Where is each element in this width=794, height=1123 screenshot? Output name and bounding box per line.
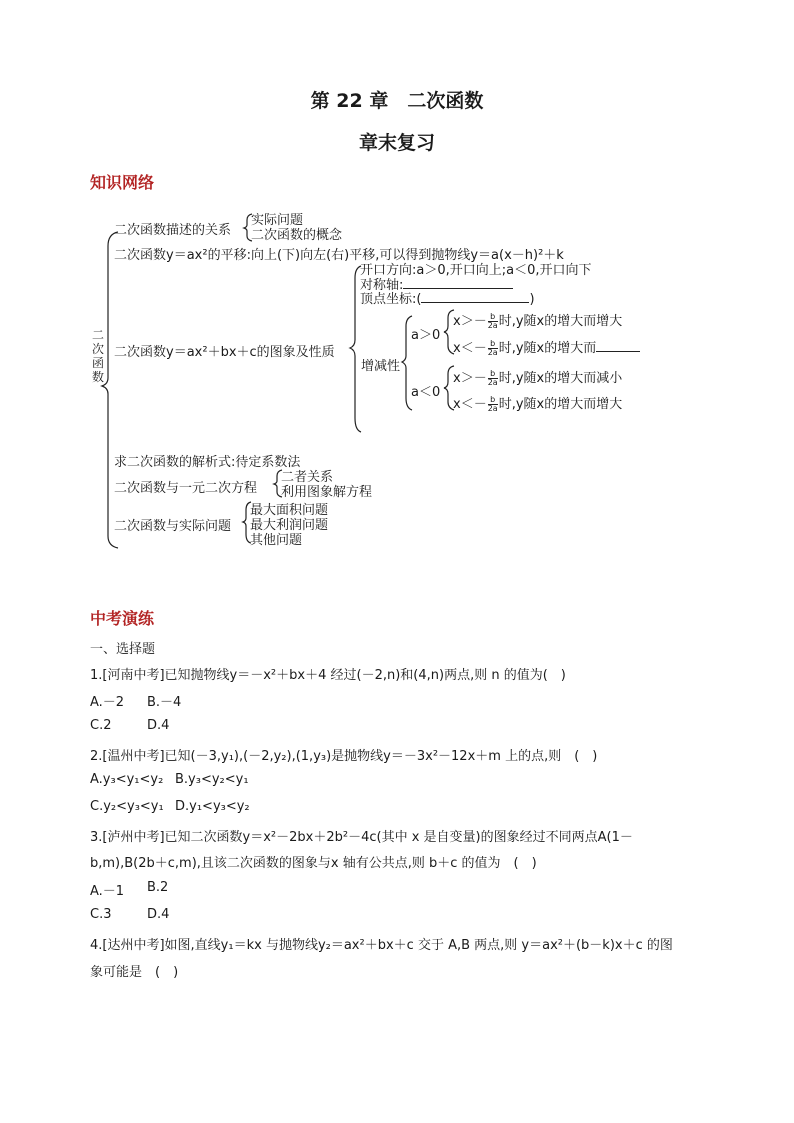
mindmap-node-concept: 二次函数的概念 <box>251 228 343 243</box>
section-exam-practice: 中考演练 <box>90 609 155 628</box>
mindmap-root: 二次函数 <box>92 328 105 384</box>
question-3-line-2: b,m),B(2b＋c,m),且该二次函数的图象与x 轴有公共点,则 b＋c 的值为 ( ) <box>90 856 537 871</box>
q1-option-c: C.2 <box>90 718 112 733</box>
mindmap-node-relation: 二次函数描述的关系 <box>114 223 232 238</box>
mindmap-node-practical: 二次函数与实际问题 <box>114 519 232 534</box>
fraction-b-over-2a: $\frac{b}{2a}$ <box>487 395 498 413</box>
fraction-b-over-2a: $\frac{b}{2a}$ <box>487 339 498 357</box>
rule-suffix: 时,y随x的增大而减小 <box>498 371 623 386</box>
mindmap-node-analytic: 求二次函数的解析式:待定系数法 <box>114 455 301 470</box>
mindmap-node-a-negative: a＜0 <box>411 385 441 400</box>
mindmap-node-a-positive: a＞0 <box>411 328 441 343</box>
rule-prefix: x＜－ <box>453 397 487 412</box>
mindmap-node-relationship: 二者关系 <box>281 470 334 485</box>
mindmap-node-max-profit: 最大利润问题 <box>250 518 329 533</box>
fraction-b-over-2a: $\frac{b}{2a}$ <box>487 312 498 330</box>
answer-blank <box>596 341 640 352</box>
mindmap-node-translation: 二次函数y＝ax²的平移:向上(下)向左(右)平移,可以得到抛物线y＝a(x－h)²＋k <box>114 248 564 263</box>
chapter-title: 第 22 章 二次函数 <box>310 90 484 112</box>
axis-label: 对称轴: <box>360 278 404 293</box>
rule-apos-left <box>453 337 640 357</box>
rule-prefix: x＞－ <box>453 371 487 386</box>
page-subtitle: 章末复习 <box>358 132 435 154</box>
q3-option-b: B.2 <box>147 880 169 895</box>
q1-option-d: D.4 <box>147 718 170 733</box>
q2-option-c: C.y₂<y₃<y₁ <box>90 799 164 814</box>
rule-aneg-left <box>453 393 622 413</box>
question-4-line-1: 4.[达州中考]如图,直线y₁＝kx 与抛物线y₂＝ax²＋bx＋c 交于 A,B 两点,则 y＝ax²＋(b－k)x＋c 的图 <box>90 938 673 953</box>
vertex-label: 顶点坐标:( <box>360 292 422 307</box>
q3-option-c: C.3 <box>90 907 112 922</box>
fraction-b-over-2a: $\frac{b}{2a}$ <box>487 369 498 387</box>
mindmap-node-opening: 开口方向:a＞0,开口向上;a＜0,开口向下 <box>360 263 592 278</box>
part-heading-multiple-choice: 一、选择题 <box>90 642 156 657</box>
rule-prefix: x＜－ <box>453 341 487 356</box>
mindmap-node-monotonicity: 增减性 <box>361 359 401 374</box>
mindmap-node-actual-problem: 实际问题 <box>251 213 304 228</box>
q3-option-a: A.－1 <box>90 884 125 899</box>
rule-suffix: 时,y随x的增大而增大 <box>498 397 623 412</box>
mindmap-node-max-area: 最大面积问题 <box>250 503 329 518</box>
vertex-close: ) <box>529 292 535 307</box>
mindmap-node-other: 其他问题 <box>250 533 303 548</box>
q2-option-a: A.y₃<y₁<y₂ <box>90 772 164 787</box>
q1-option-b: B.－4 <box>147 695 182 710</box>
rule-apos-right <box>453 310 622 330</box>
rule-aneg-right <box>453 367 622 387</box>
rule-suffix: 时,y随x的增大而 <box>498 341 597 356</box>
section-knowledge-network: 知识网络 <box>90 173 155 192</box>
rule-prefix: x＞－ <box>453 314 487 329</box>
rule-suffix: 时,y随x的增大而增大 <box>498 314 623 329</box>
question-2: 2.[温州中考]已知(－3,y₁),(－2,y₂),(1,y₃)是抛物线y＝－3x²－12x＋m 上的点,则 ( ) <box>90 749 598 764</box>
q1-option-a: A.－2 <box>90 695 125 710</box>
mindmap-node-equation: 二次函数与一元二次方程 <box>114 481 258 496</box>
q3-option-d: D.4 <box>147 907 170 922</box>
question-3-line-1: 3.[泸州中考]已知二次函数y＝x²－2bx＋2b²－4c(其中 x 是自变量)的图象经过不同两点A(1－ <box>90 830 633 845</box>
mindmap-node-graph-solve: 利用图象解方程 <box>281 485 373 500</box>
mindmap-node-vertex <box>360 288 535 307</box>
vertex-blank <box>421 292 529 303</box>
question-4-line-2: 象可能是 ( ) <box>90 965 179 980</box>
q2-option-b: B.y₃<y₂<y₁ <box>175 772 249 787</box>
q2-option-d: D.y₁<y₃<y₂ <box>175 799 250 814</box>
mindmap-node-graph-properties: 二次函数y＝ax²＋bx＋c的图象及性质 <box>114 345 335 360</box>
question-1: 1.[河南中考]已知抛物线y＝－x²＋bx＋4 经过(－2,n)和(4,n)两点,则 n 的值为( ) <box>90 668 566 683</box>
